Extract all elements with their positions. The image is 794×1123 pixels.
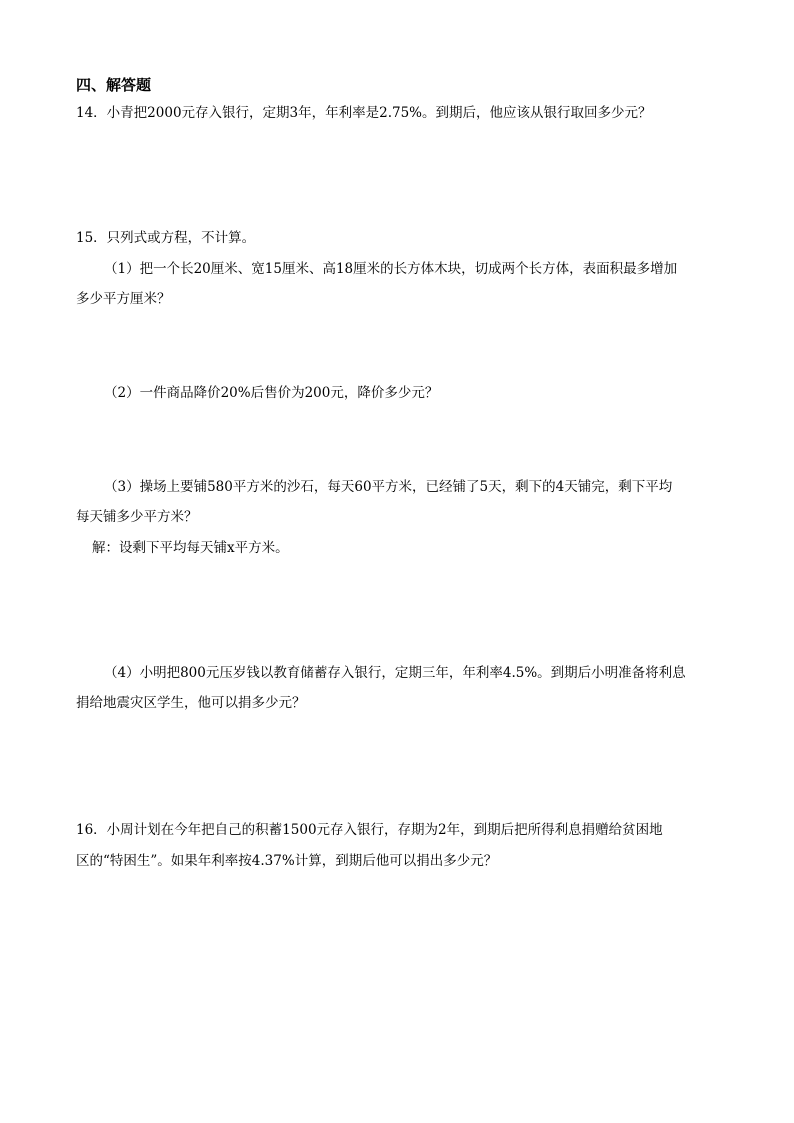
question-15-1-line2: 多少平方厘米？ xyxy=(76,291,171,307)
question-15-intro: 15．只列式或方程，不计算。 xyxy=(76,230,256,246)
question-15-1-line1: （1）把一个长20厘米、宽15厘米、高18厘米的长方体木块，切成两个长方体，表面积最多增加 xyxy=(104,261,678,277)
question-15-3-line1: （3）操场上要铺580平方米的沙石，每天60平方米，已经铺了5天，剩下的4天铺完，剩下平均 xyxy=(104,479,673,495)
question-16-line1: 16．小周计划在今年把自己的积蓄1500元存入银行，存期为2年，到期后把所得利息捐赠给贫困地 xyxy=(76,822,663,838)
question-15-3-solution: 解：设剩下平均每天铺x平方米。 xyxy=(92,540,289,556)
question-14: 14．小青把2000元存入银行，定期3年，年利率是2.75%。到期后，他应该从银行取回多少元？ xyxy=(76,105,652,121)
section-title: 四、解答题 xyxy=(76,76,152,94)
question-15-2-line1: （2）一件商品降价20%后售价为200元，降价多少元？ xyxy=(104,385,439,401)
question-16-line2: 区的“特困生”。如果年利率按4.37%计算，到期后他可以捐出多少元？ xyxy=(76,853,498,869)
question-15-4-line2: 捐给地震灾区学生，他可以捐多少元？ xyxy=(76,695,306,711)
question-15-4-line1: （4）小明把800元压岁钱以教育储蓄存入银行，定期三年，年利率4.5%。到期后小明准备将利息 xyxy=(104,665,686,681)
question-15-3-line2: 每天铺多少平方米？ xyxy=(76,509,198,525)
